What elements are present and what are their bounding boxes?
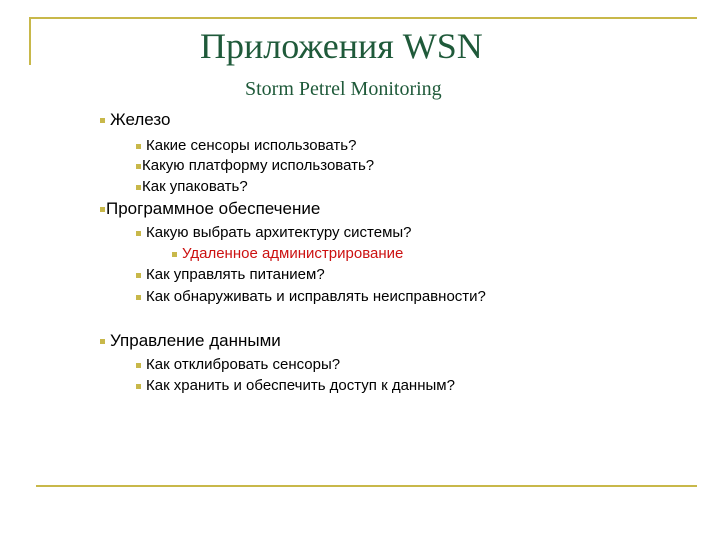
square-bullet-icon [136, 384, 141, 389]
list-item [136, 136, 356, 156]
square-bullet-icon [136, 185, 141, 190]
list-item [136, 287, 486, 307]
list-item [136, 223, 412, 243]
section-heading-software [100, 199, 320, 219]
list-item [136, 355, 340, 375]
square-bullet-icon [136, 273, 141, 278]
slide-subtitle: Storm Petrel Monitoring [245, 78, 442, 100]
square-bullet-icon [136, 144, 141, 149]
list-item-label: Какие сенсоры использовать? [146, 137, 357, 154]
square-bullet-icon [100, 118, 105, 123]
list-item-label: Как хранить и обеспечить доступ к данным? [146, 377, 455, 394]
list-item-label: Какую платформу использовать? [142, 157, 375, 174]
list-item [136, 376, 455, 396]
slide-title: Приложения WSN [200, 26, 483, 66]
frame-left-line [29, 17, 31, 65]
section-heading-data [100, 331, 281, 351]
section-heading-label: Железо [110, 110, 171, 129]
square-bullet-icon [172, 252, 177, 257]
list-item-label: Как отклибровать сенсоры? [146, 356, 341, 373]
square-bullet-icon [136, 164, 141, 169]
list-item [136, 156, 374, 176]
list-item-label: Удаленное администрирование [182, 245, 404, 262]
square-bullet-icon [136, 295, 141, 300]
section-heading-label: Программное обеспечение [106, 199, 321, 218]
list-item [136, 265, 325, 285]
list-item-label: Как обнаруживать и исправлять неисправности? [146, 288, 486, 305]
square-bullet-icon [136, 231, 141, 236]
frame-top-line [29, 17, 697, 19]
square-bullet-icon [100, 207, 105, 212]
list-item-label: Как управлять питанием? [146, 266, 325, 283]
section-heading-hardware [100, 110, 170, 130]
list-item-highlighted [172, 244, 403, 264]
list-item-label: Какую выбрать архитектуру системы? [146, 224, 412, 241]
list-item [136, 177, 248, 197]
square-bullet-icon [136, 363, 141, 368]
section-heading-label: Управление данными [110, 331, 281, 350]
list-item-label: Как упаковать? [142, 178, 248, 195]
frame-bottom-line [36, 485, 697, 487]
square-bullet-icon [100, 339, 105, 344]
